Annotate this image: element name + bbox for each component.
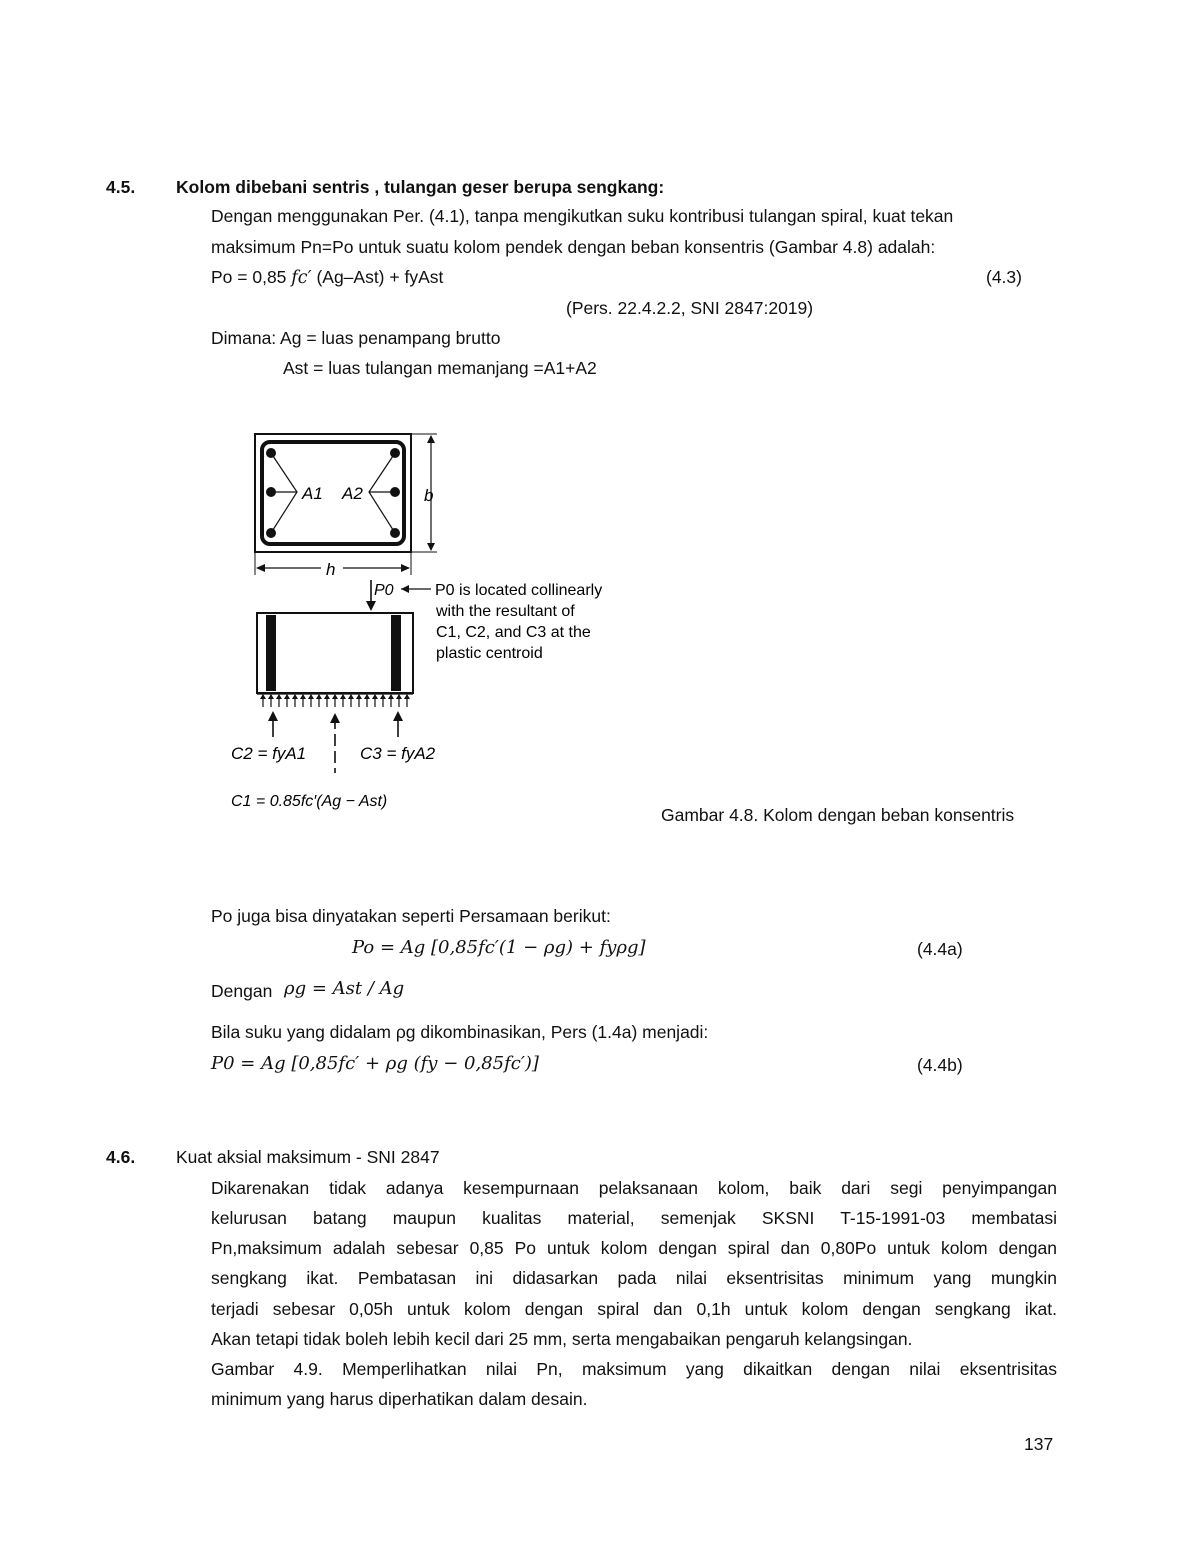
equation-number: (4.4b) — [917, 1055, 963, 1075]
equation-number: (4.3) — [986, 267, 1022, 287]
section-number: 4.5. — [106, 177, 136, 197]
note-line: C1, C2, and C3 at the — [436, 624, 591, 641]
equation-4-4b: P0 = Ag [0,85fc′ + ρg (fy − 0,85fc′)] — [211, 1053, 539, 1074]
label-c3: C3 = fyA2 — [360, 744, 436, 763]
paragraph-line: Pn,maksimum adalah sebesar 0,85 Po untuk kolom dengan spiral dan 0,80Po untuk kolom dengan — [211, 1238, 1057, 1258]
figure-caption: Gambar 4.8. Kolom dengan beban konsentris — [661, 805, 1015, 825]
note-line: P0 is located collinearly — [435, 582, 603, 599]
paragraph-line: Gambar 4.9. Memperlihatkan nilai Pn, maksimum yang dikaitkan dengan nilai eksentrisitas — [211, 1359, 1057, 1379]
equation-fc: fc′ — [291, 268, 312, 288]
definition-line: Dimana: Ag = luas penampang brutto — [211, 328, 501, 348]
column-elevation — [257, 613, 413, 693]
equation-rest: (Ag–Ast) + fyAst — [316, 267, 444, 287]
stirrup-tie — [262, 442, 404, 544]
label-b: b — [424, 486, 434, 505]
note-line: with the resultant of — [436, 603, 575, 620]
equation-4-3 — [211, 266, 443, 289]
paragraph-line: Po juga bisa dinyatakan seperti Persamaan berikut: — [211, 906, 611, 926]
note-line: plastic centroid — [436, 645, 543, 662]
paragraph-line: Akan tetapi tidak boleh lebih kecil dari 25 mm, serta mengabaikan pengaruh kelangsingan. — [211, 1329, 913, 1349]
section-title: Kolom dibebani sentris , tulangan geser berupa sengkang: — [176, 177, 665, 197]
page-number: 137 — [1024, 1434, 1054, 1454]
label-a2: A2 — [342, 484, 363, 503]
longitudinal-bar — [391, 615, 401, 691]
longitudinal-bar — [266, 615, 276, 691]
paragraph-line: terjadi sebesar 0,05h untuk kolom dengan spiral dan 0,1h untuk kolom dengan sengkang ikat. — [211, 1299, 1057, 1319]
paragraph-line: kelurusan batang maupun kualitas material, semenjak SKSNI T-15-1991-03 membatasi — [211, 1208, 1057, 1228]
label-h: h — [326, 560, 336, 579]
equation-number: (4.4a) — [917, 939, 963, 959]
column-section-outline — [255, 434, 411, 552]
paragraph-line: Dikarenakan tidak adanya kesempurnaan pelaksanaan kolom, baik dari segi penyimpangan — [211, 1178, 1057, 1198]
code-reference: (Pers. 22.4.2.2, SNI 2847:2019) — [566, 298, 814, 318]
paragraph-line: Bila suku yang didalam ρg dikombinasikan, Pers (1.4a) menjadi: — [211, 1022, 709, 1042]
column-concentric-load-figure — [205, 425, 645, 820]
definition-label: Dengan — [211, 981, 273, 1001]
label-p0: P0 — [374, 582, 394, 599]
paragraph-line: sengkang ikat. Pembatasan ini didasarkan pada nilai eksentrisitas minimum yang mungkin — [211, 1268, 1057, 1288]
label-c2: C2 = fyA1 — [231, 744, 307, 763]
label-a1: A1 — [302, 484, 323, 503]
paragraph-line: maksimum Pn=Po untuk suatu kolom pendek dengan beban konsentris (Gambar 4.8) adalah: — [211, 237, 936, 257]
equation-4-4a: Po = Ag [0,85fc′(1 − ρg) + fyρg] — [352, 937, 646, 958]
section-title: Kuat aksial maksimum - SNI 2847 — [176, 1147, 440, 1167]
label-c1: C1 = 0.85fc′(Ag − Ast) — [231, 793, 388, 810]
paragraph-line: minimum yang harus diperhatikan dalam desain. — [211, 1389, 588, 1409]
rho-definition: ρg = Ast / Ag — [284, 978, 405, 999]
section-number: 4.6. — [106, 1147, 136, 1167]
definition-line: Ast = luas tulangan memanjang =A1+A2 — [283, 358, 597, 378]
paragraph-line: Dengan menggunakan Per. (4.1), tanpa mengikutkan suku kontribusi tulangan spiral, kuat tekan — [211, 206, 954, 226]
equation-lhs: Po = 0,85 — [211, 267, 287, 287]
